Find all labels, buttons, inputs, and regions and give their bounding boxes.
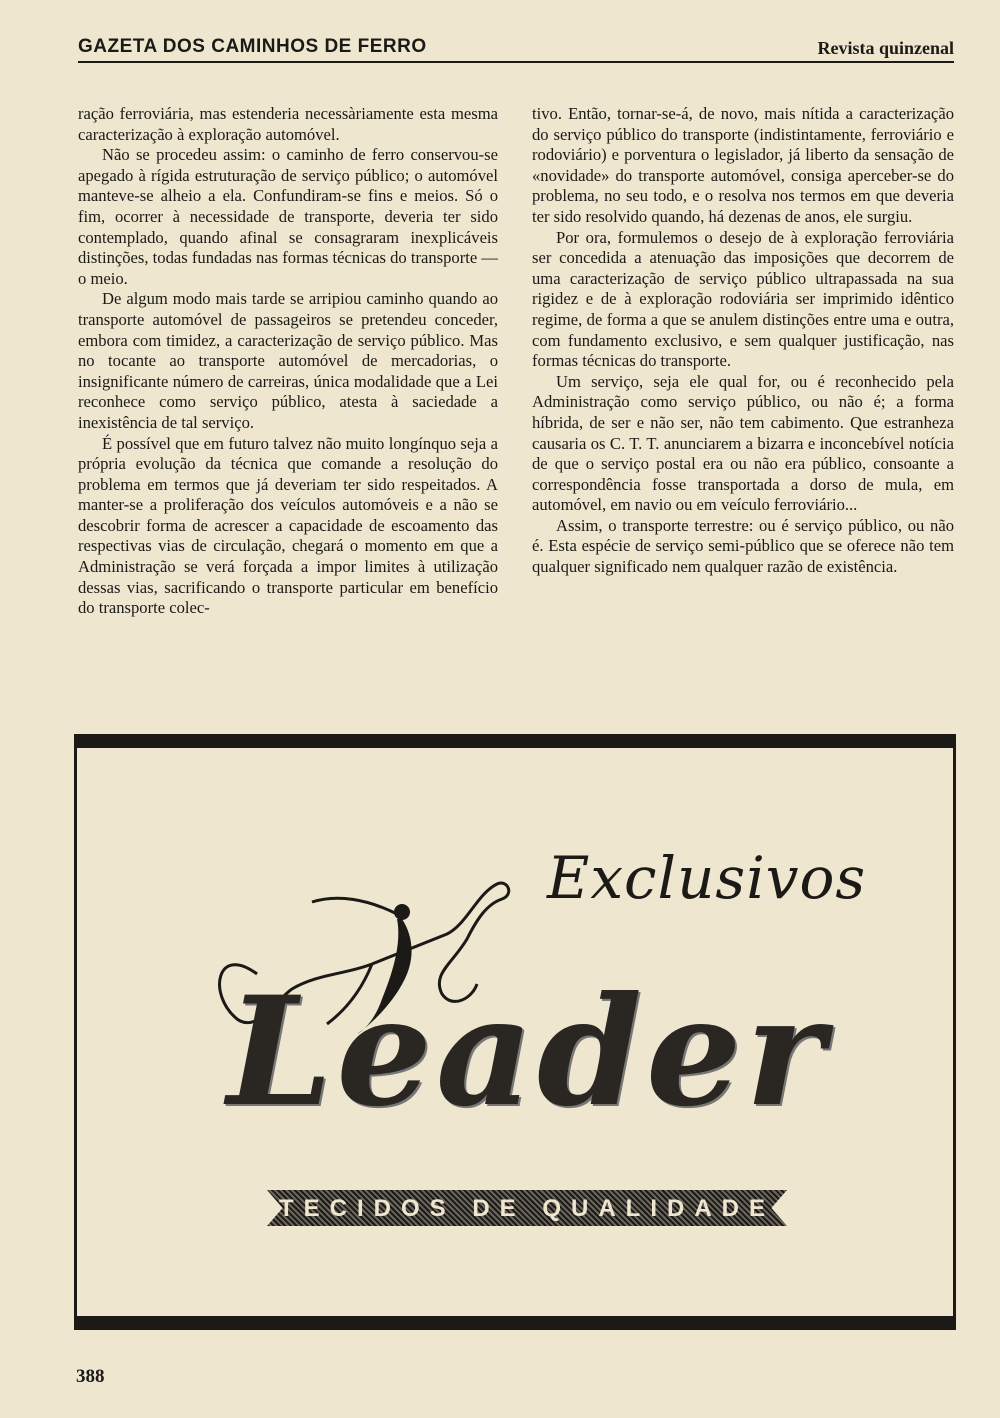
ad-top-rule (74, 734, 956, 748)
paragraph: Por ora, formulemos o desejo de à exploração ferroviária ser concedida a atenuação das imposições que decorrem de uma caracterização de serviço público ultrapassada na sua rigidez e de à exploração rodoviária ser imprimido idêntico regime, de forma a que se anulem distinções entre uma e outra, com fundamento exclusivo, e sem qualquer justificação, nas formas técnicas do transporte. (532, 227, 954, 371)
leader-advertisement (74, 734, 956, 1330)
paragraph: Um serviço, seja ele qual for, ou é reconhecido pela Administração como serviço público, ou não é; a forma híbrida, de ser e não ser, não tem cabimento. Que estranheza causaria os C. T. T. anunciarem a bizarra e inconcebível notícia de que o serviço postal era ou não era público, consoante a correspondência fosse transportada a dorso de mula, em automóvel, em navio ou em veículo ferroviário... (532, 371, 954, 515)
page-number: 388 (76, 1366, 105, 1387)
page-header (78, 34, 954, 64)
paragraph: De algum modo mais tarde se arripiou caminho quando ao transporte automóvel de passageiros se pretendeu conceder, embora com timidez, a caracterização de serviço público. Mas no tocante ao transporte automóvel de mercadorias, o insignificante número de carreiras, única modalidade que a Lei reconhece como serviço público, atesta à saciedade a inexistência de tal serviço. (78, 289, 498, 432)
paragraph: É possível que em futuro talvez não muito longínquo seja a própria evolução da técnica que comande a resolução do problema em termos que já deveriam ter sido respeitados. A manter-se a proliferação dos veículos automóveis e a não se descobrir forma de acrescer a capacidade de escoamento das respectivas vias de circulação, chegará o momento em que a Administração se verá forçada a impor limites à utilização dessas vias, sacrificando o transporte particular em benefício do transporte colec- (78, 433, 498, 618)
paragraph: Não se procedeu assim: o caminho de ferro conservou-se apegado à rígida estruturação de serviço público; o automóvel manteve-se alheio a ela. Confundiram-se fins e meios. Só o fim, ocorrer à necessidade de transporte, deveria ter sido contemplado, quando afinal se consagraram inexplicáveis distinções, todas fundadas nas formas técnicas do transporte — o meio. (78, 145, 498, 288)
paragraph: ração ferroviária, mas estenderia necessàriamente esta mesma caracterização à exploração automóvel. (78, 104, 498, 144)
paragraph: Assim, o transporte terrestre: ou é serviço público, ou não é. Esta espécie de serviço semi-público que se oferece não tem qualquer significado nem qualquer razão de existência. (532, 515, 954, 577)
paragraph: tivo. Então, tornar-se-á, de novo, mais nítida a caracterização do serviço público do transporte (indistintamente, ferroviário e rodoviário) e porventura o legislador, já liberto da sensação de «novidade» do transporte automóvel, consiga aperceber-se do problema, no seu todo, e o resolva nos termos em que deveria ter sido resolvido quando, há dezenas de anos, ele surgiu. (532, 104, 954, 226)
ad-tagline: Exclusivos (547, 844, 867, 912)
right-column (532, 104, 954, 578)
ad-bottom-rule (74, 1316, 956, 1330)
publication-title: GAZETA DOS CAMINHOS DE FERRO (78, 36, 427, 57)
left-column (78, 104, 498, 619)
header-rule (78, 61, 954, 63)
ad-ribbon-text: TECIDOS DE QUALIDADE (278, 1195, 775, 1222)
publication-subtitle: Revista quinzenal (817, 38, 954, 58)
ad-brand: Leader (227, 964, 829, 1140)
